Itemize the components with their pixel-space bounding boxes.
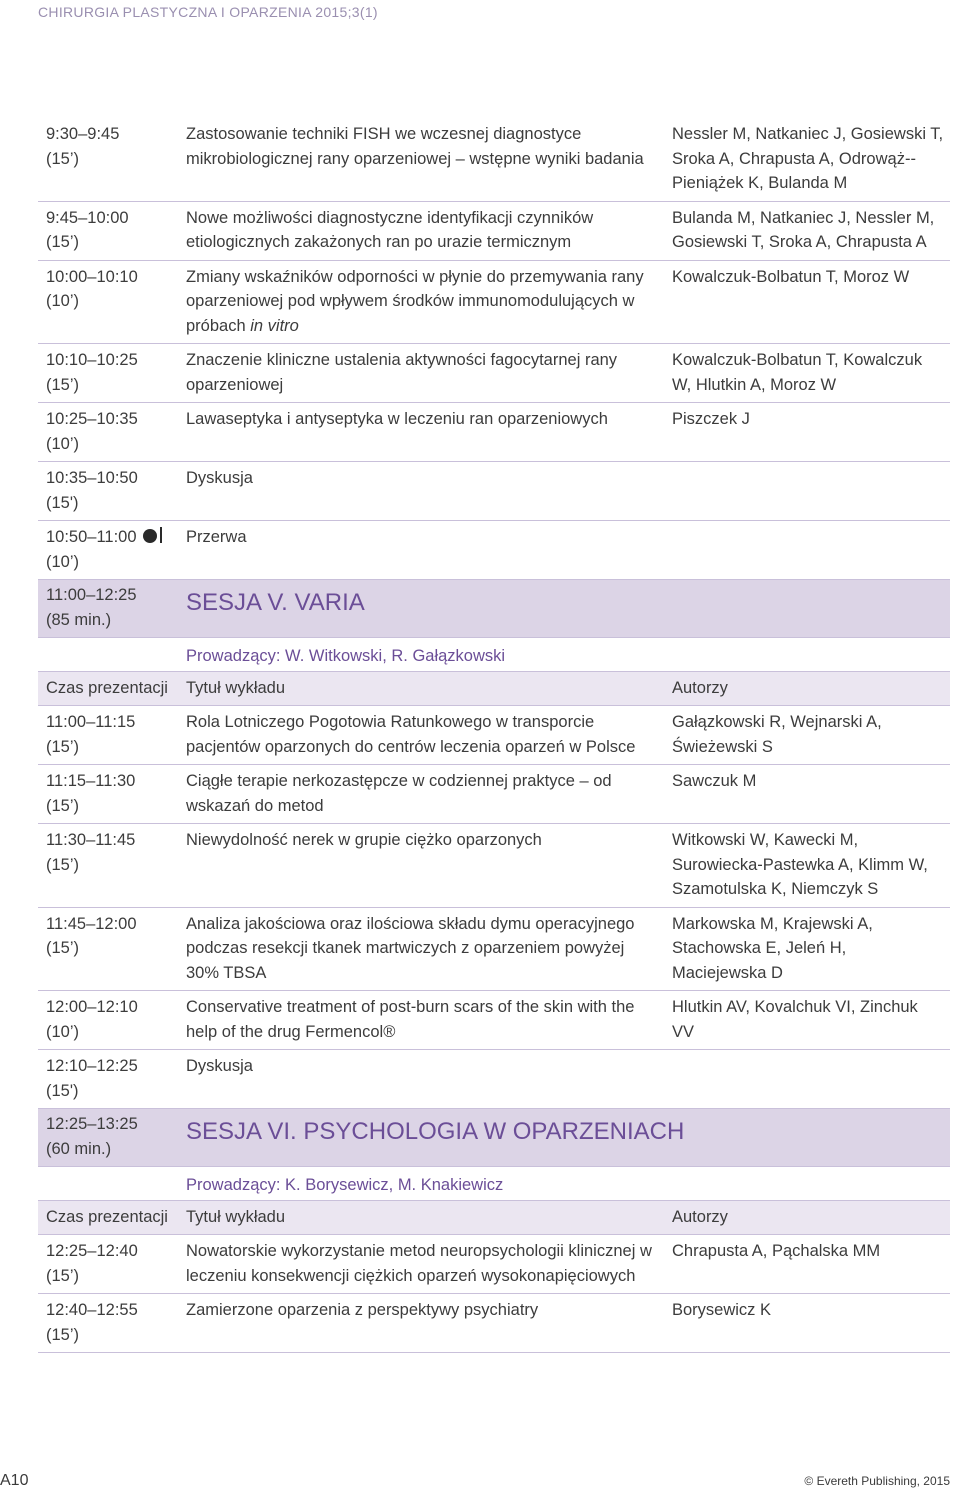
title-cell: Rola Lotniczego Pogotowia Ratunkowego w transporcie pacjentów oparzonych do centrów leczenia oparzeń w Polsce [178,706,664,765]
session-title: SESJA V. VARIA [178,580,950,638]
duration: (15’) [46,796,80,815]
schedule-table [38,118,950,1353]
time-range: 12:10–12:25 [46,1057,138,1075]
duration: (15’) [46,1325,80,1344]
time-range: 11:15–11:30 [46,772,136,790]
title-cell: Znaczenie kliniczne ustalenia aktywności fagocytarnej rany oparzeniowej [178,344,664,403]
table-row [38,118,950,201]
title-text: Zmiany wskaźników odporności w płynie do przemywania rany oparzeniowej pod wpływem środków immunomodulujących w próbach [186,267,644,335]
time-cell [38,521,178,580]
duration: (15’) [46,149,80,168]
table-row [38,991,950,1050]
plate-cutlery-icon [143,529,157,543]
authors-cell: Piszczek J [664,403,950,462]
title-cell: Ciągłe terapie nerkozastępcze w codziennej praktyce – od wskazań do metod [178,765,664,824]
time-cell [38,580,178,638]
table-row [38,201,950,260]
duration: (85 min.) [46,610,112,629]
page-number: A10 [0,1472,29,1489]
authors-cell: Gałązkowski R, Wejnarski A, Świeżewski S [664,706,950,765]
col-header-time: Czas prezentacji [38,671,178,706]
title-cell: Dyskusja [178,462,664,521]
col-header-authors: Autorzy [664,671,950,706]
time-cell [38,1050,178,1109]
time-range: 12:40–12:55 [46,1301,138,1319]
title-cell: Zamierzone oparzenia z perspektywy psychiatry [178,1294,664,1353]
time-range: 11:00–11:15 [46,713,136,731]
duration: (15’) [46,1266,80,1285]
table-row [38,403,950,462]
duration: (10’) [46,552,80,571]
duration: (15’) [46,375,80,394]
authors-cell [664,521,950,580]
time-cell [38,907,178,991]
time-range: 10:25–10:35 [46,410,138,428]
table-row [38,907,950,991]
duration: (10’) [46,1022,80,1041]
time-cell [38,344,178,403]
duration: (15’) [46,855,80,874]
time-cell [38,765,178,824]
copyright: © Evereth Publishing, 2015 [804,1474,950,1488]
session-chairs: Prowadzący: K. Borysewicz, M. Knakiewicz [178,1167,950,1201]
time-cell [38,118,178,201]
duration: (10’) [46,292,80,310]
time-range: 10:35–10:50 [46,469,138,487]
column-header-row [38,1200,950,1235]
authors-cell: Kowalczuk-Bolbatun T, Moroz W [664,260,950,344]
table-row [38,765,950,824]
empty-cell [38,1167,178,1201]
time-range: 9:30–9:45 [46,125,120,143]
title-cell: Niewydolność nerek w grupie ciężko oparzonych [178,824,664,908]
time-cell [38,462,178,521]
table-row [38,344,950,403]
table-row [38,260,950,344]
time-range: 11:45–12:00 [46,914,137,933]
time-cell [38,260,178,344]
authors-cell: Borysewicz K [664,1294,950,1353]
title-cell: Nowatorskie wykorzystanie metod neuropsychologii klinicznej w leczeniu konsekwencji ciężkich oparzeń wysokonapięciowych [178,1235,664,1294]
authors-cell: Kowalczuk-Bolbatun T, Kowalczuk W, Hlutkin A, Moroz W [664,344,950,403]
time-range: 9:45–10:00 [46,208,129,227]
duration: (15’) [46,939,80,957]
time-cell [38,706,178,765]
chairs-row [38,638,950,672]
title-cell: Przerwa [178,521,664,580]
duration: (15') [46,1081,79,1100]
table-row [38,706,950,765]
time-range: 12:00–12:10 [46,998,138,1016]
time-cell [38,201,178,260]
session-header-row [38,1109,950,1167]
title-cell: Nowe możliwości diagnostyczne identyfikacji czynników etiologicznych zakażonych ran po urazie termicznym [178,201,664,260]
authors-cell [664,1050,950,1109]
table-row [38,1294,950,1353]
authors-cell: Markowska M, Krajewski A, Stachowska E, Jeleń H, Maciejewska D [664,907,950,991]
title-cell: Dyskusja [178,1050,664,1109]
session-chairs: Prowadzący: W. Witkowski, R. Gałązkowski [178,638,950,672]
authors-cell: Nessler M, Natkaniec J, Gosiewski T, Sroka A, Chrapusta A, Odrowąż--Pieniążek K, Bulanda M [664,118,950,201]
authors-cell: Chrapusta A, Pąchalska MM [664,1235,950,1294]
break-row [38,521,950,580]
title-cell [178,260,664,344]
authors-cell [664,462,950,521]
time-cell [38,403,178,462]
title-cell: Conservative treatment of post-burn scars of the skin with the help of the drug Fermencol® [178,991,664,1050]
session-title: SESJA VI. PSYCHOLOGIA W OPARZENIACH [178,1109,950,1167]
journal-header: CHIRURGIA PLASTYCZNA I OPARZENIA 2015;3(1) [38,4,378,20]
time-cell [38,1235,178,1294]
col-header-title: Tytuł wykładu [178,671,664,706]
authors-cell: Witkowski W, Kawecki M, Surowiecka-Pastewka A, Klimm W, Szamotulska K, Niemczyk S [664,824,950,908]
time-range: 10:50–11:00 [46,528,137,546]
time-cell [38,1109,178,1167]
time-cell [38,824,178,908]
col-header-authors: Autorzy [664,1200,950,1235]
time-range: 10:10–10:25 [46,351,138,369]
col-header-title: Tytuł wykładu [178,1200,664,1235]
duration: (15’) [46,737,80,756]
table-row [38,462,950,521]
authors-cell: Hlutkin AV, Kovalchuk VI, Zinchuk VV [664,991,950,1050]
empty-cell [38,638,178,672]
duration: (15') [46,493,79,512]
title-cell: Analiza jakościowa oraz ilościowa składu dymu operacyjnego podczas resekcji tkanek martwiczych z oparzeniem powyżej 30% TBSA [178,907,664,991]
table-row [38,824,950,908]
duration: (15’) [46,233,80,251]
col-header-time: Czas prezentacji [38,1200,178,1235]
time-cell [38,1294,178,1353]
authors-cell: Bulanda M, Natkaniec J, Nessler M, Gosiewski T, Sroka A, Chrapusta A [664,201,950,260]
time-range: 11:00–12:25 [46,586,137,604]
time-range: 12:25–12:40 [46,1242,138,1260]
time-range: 11:30–11:45 [46,831,136,849]
session-header-row [38,580,950,638]
title-italic: in vitro [250,316,299,335]
table-row [38,1050,950,1109]
time-range: 10:00–10:10 [46,267,138,286]
title-cell: Zastosowanie techniki FISH we wczesnej diagnostyce mikrobiologicznej rany oparzeniowej – wstępne wyniki badania [178,118,664,201]
table-row [38,1235,950,1294]
title-cell: Lawaseptyka i antyseptyka w leczeniu ran oparzeniowych [178,403,664,462]
time-cell [38,991,178,1050]
duration: (60 min.) [46,1139,112,1158]
duration: (10’) [46,434,80,453]
time-range: 12:25–13:25 [46,1115,138,1133]
time-range-wrap [46,525,172,550]
chairs-row [38,1167,950,1201]
column-header-row [38,671,950,706]
authors-cell: Sawczuk M [664,765,950,824]
